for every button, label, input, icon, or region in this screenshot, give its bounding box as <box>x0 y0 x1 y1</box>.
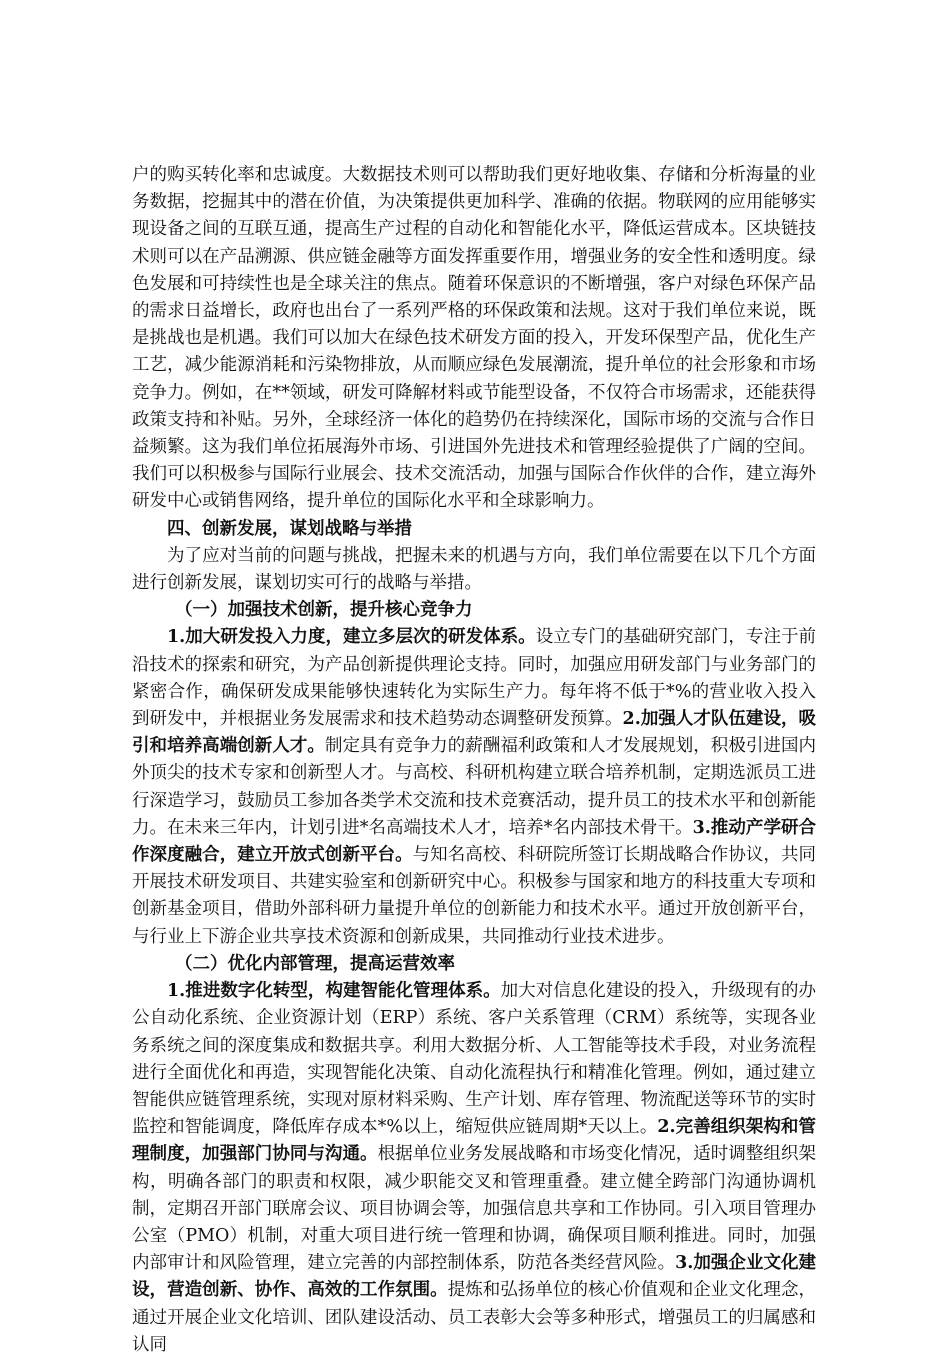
subsection-body <box>132 624 816 950</box>
item-text: 提炼和弘扬单位的核心价值观和企业文化理念，通过开展企业文化培训、团队建设活动、员工表彰大会等多种形式，增强员工的归属感和认同 <box>132 1280 817 1355</box>
section-heading: 四、创新发展，谋划战略与举措 <box>167 518 412 539</box>
subsection-heading: （一）加强技术创新，提升核心竞争力 <box>175 600 473 621</box>
item-title: 1.推进数字化转型，构建智能化管理体系。 <box>167 981 501 1002</box>
item-text: 设立专门的基础研究部门，专注于前沿技术的探索和研究，为产品创新提供理论支持。同时，加强应用研发部门与业务部门的紧密合作，确保研发成果能够快速转化为实际生产力。每年将不低于*%的营业收入投入到研发中，并根据业务发展需求和技术趋势动态调整研发预算。 <box>132 627 816 730</box>
item-title: 3.加强企业文化建设，营造创新、协作、高效的工作氛围。 <box>132 1253 816 1301</box>
item-text: 根据单位业务发展战略和市场变化情况，适时调整组织架构，明确各部门的职责和权限，减少职能交叉和管理重叠。建立健全跨部门沟通协调机制，定期召开部门联席会议、项目协调会等，加强信息共享和工作协同。引入项目管理办公室（PMO）机制，对重大项目进行统一管理和协调，确保项目顺利推进。同时，加强内部审计和风险管理，建立完善的内部控制体系，防范各类经营风险。 <box>132 1144 817 1274</box>
item-title: 1.加大研发投入力度，建立多层次的研发体系。 <box>167 627 536 648</box>
paragraph-continued: 户的购买转化率和忠诚度。大数据技术则可以帮助我们更好地收集、存储和分析海量的业务数据，挖掘其中的潜在价值，为决策提供更加科学、准确的依据。物联网的应用能够实现设备之间的互联互通，提高生产过程的自动化和智能化水平，降低运营成本。区块链技术则可以在产品溯源、供应链金融等方面发挥重要作用，增强业务的安全性和透明度。绿色发展和可持续性也是全球关注的焦点。随着环保意识的不断增强，客户对绿色环保产品的需求日益增长，政府也出台了一系列严格的环保政策和法规。这对于我们单位来说，既是挑战也是机遇。我们可以加大在绿色技术研发方面的投入，开发环保型产品，优化生产工艺，减少能源消耗和污染物排放，从而顺应绿色发展潮流，提升单位的社会形象和市场竞争力。例如，在**领域，研发可降解材料或节能型设备，不仅符合市场需求，还能获得政策支持和补贴。另外，全球经济一体化的趋势仍在持续深化，国际市场的交流与合作日益频繁。这为我们单位拓展海外市场、引进国外先进技术和管理经验提供了广阔的空间。我们可以积极参与国际行业展会、技术交流活动，加强与国际合作伙伴的合作，建立海外研发中心或销售网络，提升单位的国际化水平和全球影响力。 <box>132 165 816 512</box>
subsection-heading: （二）优化内部管理，提高运营效率 <box>175 953 455 974</box>
item-title: 2.加强人才队伍建设，吸引和培养高端创新人才。 <box>132 709 816 757</box>
item-text: 与知名高校、科研院所签订长期战略合作协议，共同开展技术研发项目、共建实验室和创新研究中心。积极参与国家和地方的科技重大专项和创新基金项目，借助外部科研力量提升单位的创新能力和技术水平。通过开放创新平台，与行业上下游企业共享技术资源和创新成果，共同推动行业技术进步。 <box>132 845 817 947</box>
item-title: 2.完善组织架构和管理制度，加强部门协同与沟通。 <box>132 1117 816 1165</box>
item-text: 加大对信息化建设的投入，升级现有的办公自动化系统、企业资源计划（ERP）系统、客户关系管理（CRM）系统等，实现各业务系统之间的深度集成和数据共享。利用大数据分析、人工智能等技术手段，对业务流程进行全面优化和再造，实现智能化决策、自动化流程执行和精准化管理。例如，通过建立智能供应链管理系统，实现对原材料采购、生产计划、库存管理、物流配送等环节的实时监控和智能调度，降低库存成本*%以上，缩短供应链周期*天以上。 <box>132 981 816 1138</box>
document-page <box>132 162 816 1359</box>
item-title: 3.推动产学研合作深度融合，建立开放式创新平台。 <box>132 817 816 866</box>
subsection-body <box>132 978 816 1359</box>
item-text: 制定具有竞争力的薪酬福利政策和人才发展规划，积极引进国内外顶尖的技术专家和创新型人才。与高校、科研机构建立联合培养机制，定期选派员工进行深造学习，鼓励员工参加各类学术交流和技术竞赛活动，提升员工的技术水平和创新能力。在未来三年内，计划引进*名高端技术人才，培养*名内部技术骨干。 <box>132 736 817 838</box>
section-intro: 为了应对当前的问题与挑战，把握未来的机遇与方向，我们单位需要在以下几个方面进行创新发展，谋划切实可行的战略与举措。 <box>132 545 816 594</box>
